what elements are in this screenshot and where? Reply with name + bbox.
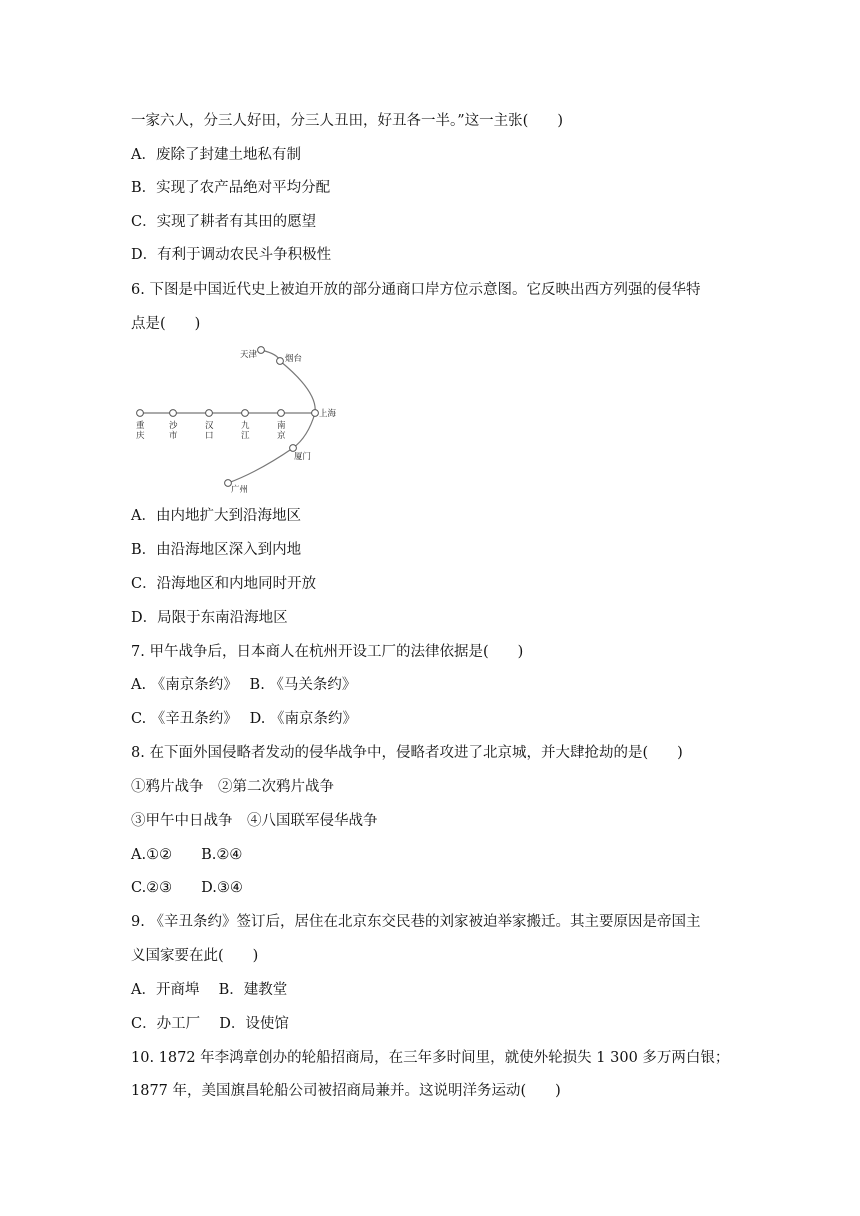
q5-option-c: C．实现了耕者有其田的愿望 (131, 214, 317, 230)
label-chongqing-2: 庆 (136, 431, 145, 441)
port-marker-shashi (170, 410, 177, 417)
q7-options-ab: A. 《南京条约》 B. 《马关条约》 (131, 677, 357, 693)
q6-option-c: C．沿海地区和内地同时开放 (131, 576, 317, 592)
q9-stem-line1: 9. 《辛丑条约》签订后，居住在北京东交民巷的刘家被迫举家搬迁。其主要原因是帝国主 (131, 914, 701, 930)
q6-option-d: D．局限于东南沿海地区 (131, 610, 288, 626)
label-yantai: 烟台 (285, 354, 303, 364)
q6-stem-line1: 6. 下图是中国近代史上被迫开放的部分通商口岸方位示意图。它反映出西方列强的侵华特 (131, 282, 701, 298)
port-marker-nanjing (278, 410, 285, 417)
port-marker-xiamen (290, 445, 297, 452)
port-marker-chongqing (137, 410, 144, 417)
q9-options-ab: A．开商埠 B．建教堂 (131, 982, 288, 998)
port-marker-shanghai (312, 410, 319, 417)
q8-options-cd: C.②③ D.③④ (131, 880, 243, 896)
label-guangzhou: 广州 (231, 485, 249, 495)
treaty-ports-map (128, 342, 343, 497)
label-shanghai: 上海 (319, 409, 337, 419)
port-marker-hankou (206, 410, 213, 417)
q8-statements-2: ③甲午中日战争 ④八国联军侵华战争 (131, 813, 378, 829)
label-xiamen: 厦门 (294, 452, 312, 462)
label-shashi-2: 市 (169, 431, 178, 441)
q5-stem-tail: 一家六人，分三人好田，分三人丑田，好丑各一半。”这一主张( ) (131, 113, 563, 129)
label-jiujiang-1: 九 (241, 421, 250, 431)
label-jiujiang-2: 江 (241, 431, 250, 441)
q8-options-ab: A.①② B.②④ (131, 847, 243, 863)
q6-option-a: A．由内地扩大到沿海地区 (131, 508, 301, 524)
label-nanjing-2: 京 (277, 431, 286, 441)
port-marker-yantai (277, 358, 284, 365)
label-hankou-2: 口 (205, 431, 214, 441)
q6-stem-line2: 点是( ) (131, 316, 201, 332)
q8-statements-1: ①鸦片战争 ②第二次鸦片战争 (131, 779, 334, 795)
label-shashi-1: 沙 (169, 421, 178, 431)
port-marker-jiujiang (242, 410, 249, 417)
label-tianjin: 天津 (240, 350, 258, 360)
q10-stem-line2: 1877 年，美国旗昌轮船公司被招商局兼并。这说明洋务运动( ) (131, 1083, 561, 1099)
q5-option-a: A．废除了封建土地私有制 (131, 147, 301, 163)
q10-stem-line1: 10. 1872 年李鸿章创办的轮船招商局，在三年多时间里，就使外轮损失 1 300 多万两白银； (131, 1050, 730, 1066)
label-chongqing-1: 重 (136, 421, 145, 431)
q7-stem: 7. 甲午战争后，日本商人在杭州开设工厂的法律依据是( ) (131, 644, 524, 660)
q8-stem: 8. 在下面外国侵略者发动的侵华战争中，侵略者攻进了北京城，并大肆抢劫的是( ) (131, 745, 683, 761)
q6-option-b: B．由沿海地区深入到内地 (131, 542, 302, 558)
q7-options-cd: C. 《辛丑条约》 D. 《南京条约》 (131, 711, 357, 727)
q5-option-d: D．有利于调动农民斗争积极性 (131, 247, 332, 263)
q9-stem-line2: 义国家要在此( ) (131, 948, 259, 964)
port-marker-tianjin (258, 347, 265, 354)
label-nanjing-1: 南 (277, 421, 286, 431)
q9-options-cd: C．办工厂 D．设使馆 (131, 1016, 289, 1032)
label-hankou-1: 汉 (205, 421, 214, 431)
coastal-route-line (228, 350, 315, 483)
q5-option-b: B．实现了农产品绝对平均分配 (131, 180, 331, 196)
